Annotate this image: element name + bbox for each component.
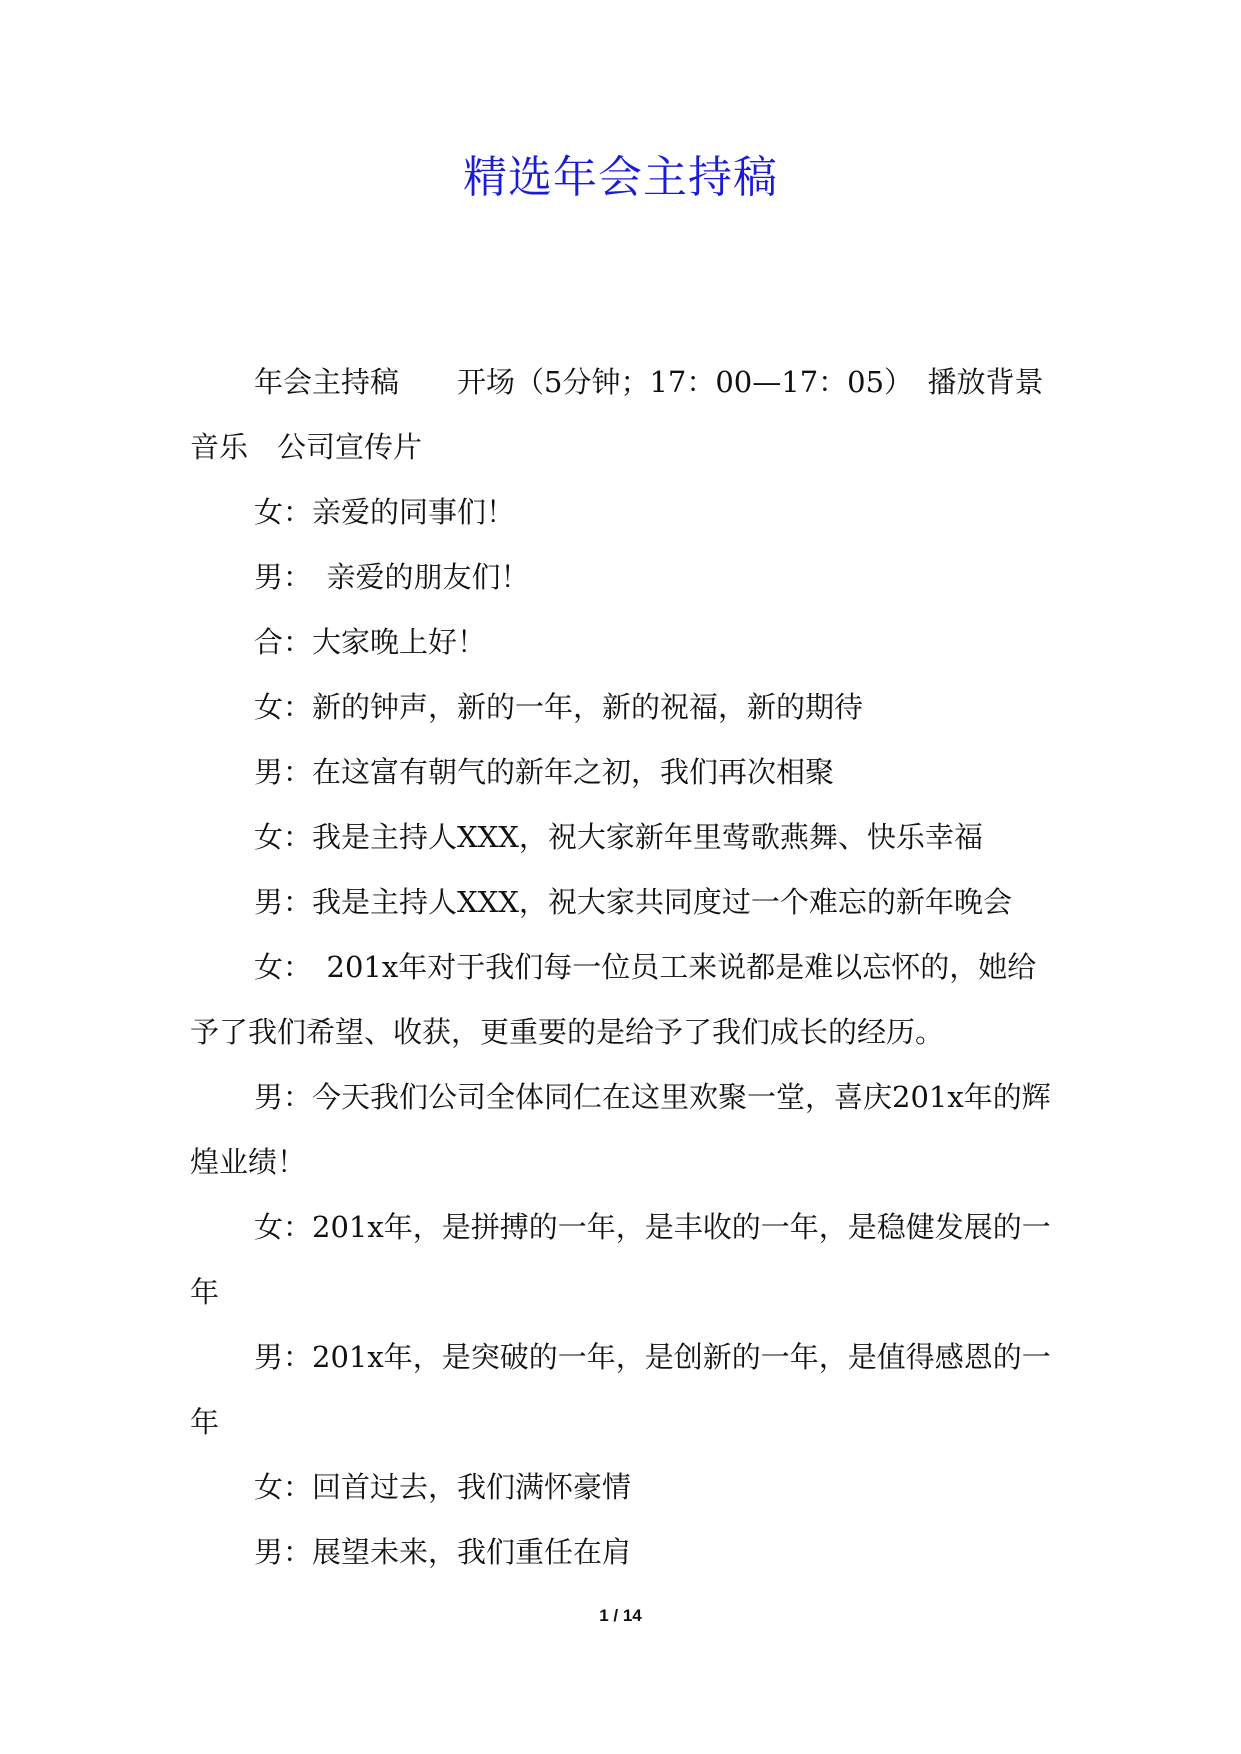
paragraph: 女：我是主持人XXX，祝大家新年里莺歌燕舞、快乐幸福	[254, 820, 983, 854]
paragraph: 女： 201x年对于我们每一位员工来说都是难以忘怀的，她给予了我们希望、收获，更重要的是给予了我们成长的经历。	[190, 950, 1037, 1049]
paragraph: 男：201x年，是突破的一年，是创新的一年，是值得感恩的一年	[190, 1340, 1051, 1439]
document-title: 精选年会主持稿	[463, 152, 778, 203]
paragraph: 男：今天我们公司全体同仁在这里欢聚一堂，喜庆201x年的辉煌业绩！	[190, 1080, 1051, 1179]
page-number: 1 / 14	[599, 1606, 642, 1625]
paragraph: 女：新的钟声，新的一年，新的祝福，新的期待	[254, 690, 864, 724]
paragraph: 女：回首过去，我们满怀豪情	[254, 1470, 632, 1504]
paragraph: 年会主持稿 开场（5分钟；17：00—17：05） 播放背景音乐 公司宣传片	[190, 365, 1044, 464]
paragraph: 女：亲爱的同事们！	[254, 495, 516, 529]
document-body	[190, 350, 1054, 1585]
paragraph: 男：在这富有朝气的新年之初，我们再次相聚	[254, 755, 835, 789]
paragraph: 男：展望未来，我们重任在肩	[254, 1535, 632, 1569]
paragraph: 女：201x年，是拼搏的一年，是丰收的一年，是稳健发展的一年	[190, 1210, 1051, 1309]
paragraph: 合：大家晚上好！	[254, 625, 487, 659]
paragraph: 男：我是主持人XXX，祝大家共同度过一个难忘的新年晚会	[254, 885, 1012, 919]
paragraph: 男： 亲爱的朋友们！	[254, 560, 530, 594]
